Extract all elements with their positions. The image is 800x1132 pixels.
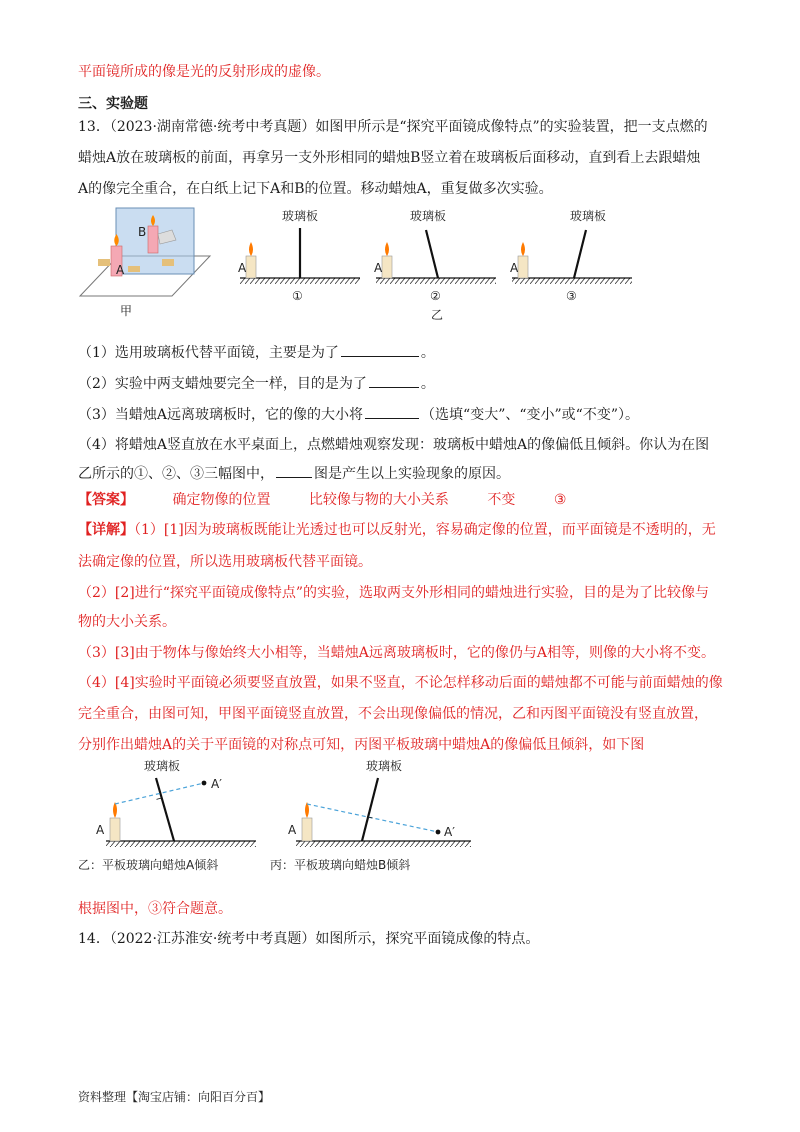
detail-p2a: （2）[2]进行“探究平面镜成像特点”的实验，选取两支外形相同的蜡烛进行实验，目的是为了比较像与	[78, 585, 710, 601]
diagram-bing-tilt-toward-b	[288, 758, 471, 847]
label-a: A	[116, 263, 125, 277]
diagram-3	[510, 208, 632, 303]
figure-jia	[76, 204, 216, 322]
q13-text-line2: 蜡烛A放在玻璃板的前面，再拿另一支外形相同的蜡烛B竖立着在玻璃板后面移动，直到看上去跟蜡烛	[78, 150, 701, 166]
answer-item-3: 不变	[487, 492, 516, 508]
svg-text:玻璃板: 玻璃板	[410, 209, 447, 223]
detail-p4b: 完全重合，由图可知，甲图平面镜竖直放置，不会出现像偏低的情况，乙和丙图平面镜没有竖直放置，	[78, 706, 708, 722]
q13-sub4-line1: （4）将蜡烛A竖直放在水平桌面上，点燃蜡烛观察发现：玻璃板中蜡烛A的像偏低且倾斜。你认为在图	[78, 437, 710, 453]
q14-text: 14．（2022·江苏淮安·统考中考真题）如图所示，探究平面镜成像的特点。	[78, 931, 540, 947]
intro-statement: 平面镜所成的像是光的反射形成的虚像。	[78, 64, 330, 80]
detail-tag: 【详解】	[78, 522, 134, 538]
svg-text:②: ②	[430, 289, 441, 303]
caption-bing-tilt: 丙：平板玻璃向蜡烛B倾斜	[270, 858, 411, 872]
conclusion: 根据图中，③符合题意。	[78, 901, 232, 917]
caption-yi: 乙	[431, 308, 444, 322]
detail-p4a: （4）[4]实验时平面镜必须要竖直放置，如果不竖直，不论怎样移动后面的蜡烛都不可能与前面蜡烛的像	[78, 675, 723, 691]
caption-yi-tilt: 乙：平板玻璃向蜡烛A倾斜	[78, 858, 219, 872]
svg-text:玻璃板: 玻璃板	[282, 209, 319, 223]
answer-blank-3[interactable]	[365, 404, 419, 419]
svg-text:A: A	[238, 261, 247, 275]
section-title: 三、实验题	[78, 96, 148, 112]
answer-blank-4[interactable]	[276, 463, 312, 478]
svg-text:A: A	[96, 823, 105, 837]
caption-jia: 甲	[120, 304, 133, 318]
svg-text:A′: A′	[444, 825, 455, 839]
diagram-yi-tilt-toward-a	[96, 758, 256, 847]
answer-item-1: 确定物像的位置	[172, 492, 271, 508]
svg-text:A: A	[510, 261, 519, 275]
q13-sub3: （3）当蜡烛A远离玻璃板时，它的像的大小将 （选填“变大”、“变小”或“不变”）。	[78, 404, 639, 425]
svg-text:A: A	[288, 823, 297, 837]
answer-tag: 【答案】	[78, 492, 134, 508]
answer-item-4: ③	[553, 492, 567, 508]
svg-text:A: A	[374, 261, 383, 275]
q13-sub1: （1）选用玻璃板代替平面镜，主要是为了 。	[78, 342, 435, 363]
figure-bottom	[76, 756, 476, 856]
footer-source: 资料整理【淘宝店铺：向阳百分百】	[78, 1090, 271, 1104]
detail-p4c: 分别作出蜡烛A的关于平面镜的对称点可知，丙图平板玻璃中蜡烛A的像偏低且倾斜，如下图	[78, 737, 645, 753]
detail-p3: （3）[3]由于物体与像始终大小相等，当蜡烛A远离玻璃板时，它的像仍与A相等，则像的大小将不变。	[78, 645, 715, 661]
answer-blank-1[interactable]	[341, 342, 419, 357]
figure-yi	[230, 200, 650, 310]
diagram-1	[238, 208, 360, 303]
answer-blank-2[interactable]	[369, 373, 419, 388]
answer-item-2: 比较像与物的大小关系	[308, 492, 449, 508]
q13-text-line3: A的像完全重合，在白纸上记下A和B的位置。移动蜡烛A，重复做多次实验。	[78, 181, 553, 197]
detail-p1a: 【详解】（1）[1]因为玻璃板既能让光透过也可以反射光，容易确定像的位置，而平面镜是不透明的，无	[78, 522, 716, 538]
q13-sub4-line2: 乙所示的①、②、③三幅图中， 图是产生以上实验现象的原因。	[78, 463, 510, 484]
detail-p2b: 物的大小关系。	[78, 614, 176, 630]
q13-text-line1: 13．（2023·湖南常德·统考中考真题）如图甲所示是“探究平面镜成像特点”的实验装置，把一支点燃的	[78, 119, 708, 135]
answer-line	[78, 490, 566, 510]
svg-text:玻璃板: 玻璃板	[570, 209, 607, 223]
detail-p1b: 法确定像的位置，所以选用玻璃板代替平面镜。	[78, 554, 372, 570]
svg-text:A′: A′	[211, 777, 222, 791]
svg-text:③: ③	[566, 289, 577, 303]
diagram-2	[374, 208, 496, 303]
svg-text:玻璃板: 玻璃板	[144, 759, 181, 773]
label-b: B	[138, 225, 147, 239]
q13-sub2: （2）实验中两支蜡烛要完全一样，目的是为了 。	[78, 373, 435, 394]
svg-text:①: ①	[292, 289, 303, 303]
svg-text:玻璃板: 玻璃板	[366, 759, 403, 773]
